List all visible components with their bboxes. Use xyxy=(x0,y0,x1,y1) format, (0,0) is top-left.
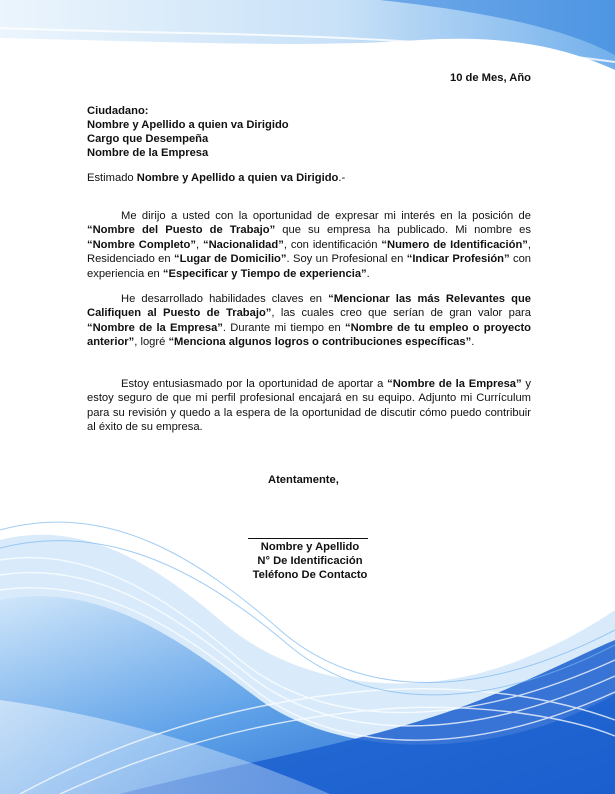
placeholder: “Menciona algunos logros o contribuciones específicas” xyxy=(168,336,472,349)
recipient-line: Nombre y Apellido a quien va Dirigido xyxy=(87,119,289,131)
placeholder: “Nombre de la Empresa” xyxy=(387,378,522,390)
text: He desarrollado habilidades claves en xyxy=(121,293,329,305)
text: Me dirijo a usted con la oportunidad de expresar mi interés en la posición de xyxy=(121,210,531,222)
placeholder: “Nombre de tu empleo o proyecto anterior” xyxy=(87,321,532,349)
signature-block xyxy=(240,540,380,582)
greeting-prefix: Estimado xyxy=(87,172,137,184)
greeting-name: Nombre y Apellido a quien va Dirigido xyxy=(136,172,339,184)
recipient-line: Cargo que Desempeña xyxy=(87,133,209,145)
text: . Soy un Profesional en xyxy=(286,253,407,266)
text: , las cuales creo que serían de gran valor para xyxy=(271,307,531,320)
signature-phone: Teléfono De Contacto xyxy=(252,569,368,581)
paragraph-2 xyxy=(87,292,531,350)
placeholder: “Mencionar las más Relevantes que Califiquen al Puesto de Trabajo” xyxy=(87,293,531,320)
closing: Atentamente, xyxy=(268,474,339,486)
paragraph-1 xyxy=(87,209,531,281)
placeholder: “Nombre del Puesto de Trabajo” xyxy=(87,224,276,237)
placeholder: “Numero de Identificación” xyxy=(381,238,528,251)
signature-name: Nombre y Apellido xyxy=(260,541,360,553)
placeholder: “Lugar de Domicilio” xyxy=(174,253,287,266)
text: con experiencia en xyxy=(87,253,532,280)
text: , con identificación xyxy=(283,238,382,251)
placeholder: “Especificar y Tiempo de experiencia” xyxy=(162,267,367,280)
text: , logré xyxy=(134,336,169,349)
text: . Durante mi tiempo en xyxy=(222,321,345,334)
recipient-block xyxy=(87,104,289,160)
letter-date: 10 de Mes, Año xyxy=(449,72,531,84)
text: Estoy entusiasmado por la oportunidad de aportar a xyxy=(121,378,388,390)
paragraph-3 xyxy=(87,377,531,435)
signature-line xyxy=(248,538,368,539)
text: y estoy seguro de que mi perfil profesional encajará en su equipo. Adjunto mi Currículum para su revisión y quedo a la espera de la oportunidad de discutir cómo puedo contribuir al éxito de su empresa. xyxy=(87,378,532,434)
placeholder: “Nacionalidad” xyxy=(203,238,284,251)
placeholder: “Nombre de la Empresa” xyxy=(87,321,223,334)
placeholder: “Indicar Profesión” xyxy=(406,253,510,266)
signature-id: N° De Identificación xyxy=(257,555,363,567)
text: que su empresa ha publicado. Mi nombre es xyxy=(275,224,531,237)
placeholder: “Nombre Completo” xyxy=(87,238,196,251)
recipient-line: Nombre de la Empresa xyxy=(87,147,209,159)
greeting-suffix: .- xyxy=(338,172,346,184)
text: . xyxy=(366,267,370,280)
greeting xyxy=(87,171,345,185)
text: , Residenciado en xyxy=(87,238,531,266)
text: . xyxy=(471,336,475,349)
text: , xyxy=(195,238,203,251)
recipient-line: Ciudadano: xyxy=(87,105,149,117)
